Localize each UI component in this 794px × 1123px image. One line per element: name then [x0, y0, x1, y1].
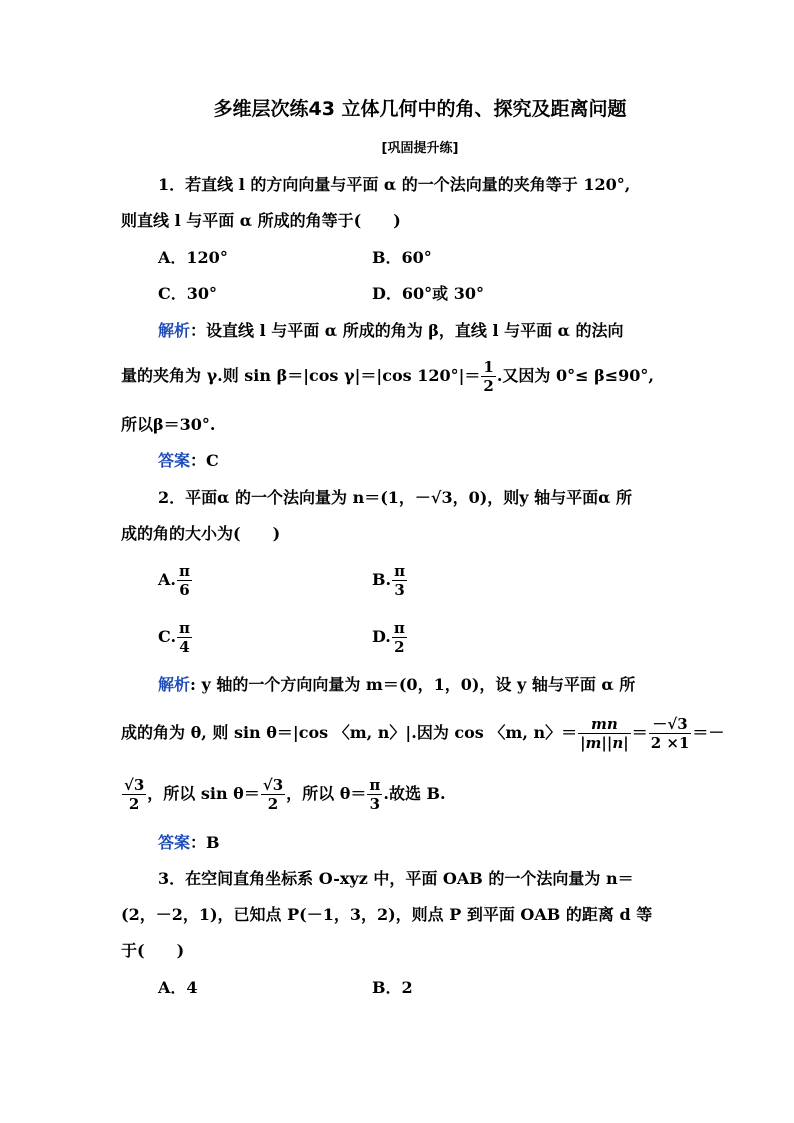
q2-analysis-line3	[121, 770, 446, 818]
option-letter: A.	[158, 570, 176, 589]
fraction-pi-third	[367, 776, 382, 813]
section-subtitle: [巩固提升练]	[381, 141, 459, 156]
option-fraction	[392, 619, 407, 656]
q2-option-a	[158, 560, 193, 600]
fraction-mn	[578, 715, 631, 752]
option-fraction	[177, 562, 192, 599]
q2-option-c	[158, 617, 193, 657]
fraction-denominator: 2	[128, 795, 140, 813]
page-title: 多维层次练43 立体几何中的角、探究及距离问题	[213, 98, 627, 120]
fraction-numerator: π	[393, 619, 405, 637]
analysis-text: ，所以 θ＝	[286, 784, 367, 803]
analysis-text: : y 轴的一个方向向量为 m＝(0，1，0)，设 y 轴与平面 α 所	[190, 675, 636, 694]
analysis-label: 解析	[158, 321, 191, 340]
analysis-text: .故选 B.	[383, 784, 446, 803]
q2-option-d	[372, 617, 408, 657]
option-letter: D.	[372, 627, 391, 646]
fraction-sqrt3-half	[122, 776, 146, 813]
fraction-denominator: 2 ×1	[650, 734, 690, 752]
q3-line1: 3．在空间直角坐标系 O-xyz 中，平面 OAB 的一个法向量为 n＝	[158, 869, 634, 888]
q1-option-c: C．30°	[158, 284, 218, 303]
q1-option-a: A．120°	[158, 248, 228, 267]
option-letter: B.	[372, 570, 392, 589]
fraction-denominator: 2	[483, 377, 494, 395]
analysis-text: 成的角为 θ, 则 sin θ＝|cos 〈m, n〉|.因为 cos 〈m, n〉＝	[121, 723, 578, 742]
fraction-numerator: －√3	[649, 715, 692, 734]
option-fraction	[177, 619, 192, 656]
answer-label: 答案	[158, 833, 191, 852]
q2-line1: 2．平面α 的一个法向量为 n＝(1，－√3，0)，则y 轴与平面α 所	[158, 488, 633, 507]
analysis-text: ＝－	[692, 723, 725, 742]
answer-value: ：C	[190, 451, 219, 470]
analysis-text: ：设直线 l 与平面 α 所成的角为 β，直线 l 与平面 α 的法向	[190, 321, 624, 340]
q1-option-d: D．60°或 30°	[372, 284, 484, 303]
analysis-text: .又因为 0°≤ β≤90°,	[496, 366, 654, 385]
q2-answer	[158, 832, 220, 854]
q2-option-b	[372, 560, 408, 600]
answer-value: ：B	[190, 833, 220, 852]
fraction-sqrt3-half	[261, 776, 285, 813]
fraction-denominator: |m||n|	[580, 734, 629, 752]
fraction-numerator: π	[394, 562, 406, 580]
fraction-denominator: 2	[267, 795, 279, 813]
equals-sign: ＝	[631, 723, 648, 742]
fraction-denominator: 6	[179, 581, 190, 599]
fraction-numerator: √3	[124, 776, 145, 794]
option-letter: C.	[158, 627, 177, 646]
fraction-denominator: 3	[369, 795, 381, 813]
q2-analysis-line1	[158, 674, 635, 696]
answer-label: 答案	[158, 451, 191, 470]
fraction-numerator: π	[179, 619, 191, 637]
q3-line3: 于( )	[121, 941, 185, 960]
q2-line2: 成的角的大小为( )	[121, 524, 281, 543]
fraction-half	[481, 358, 495, 395]
q1-analysis-line2	[121, 356, 654, 396]
q1-option-b: B．60°	[372, 248, 432, 267]
fraction-numerator: 1	[483, 358, 494, 376]
fraction-denominator: 4	[179, 638, 190, 656]
q2-analysis-line2	[121, 708, 724, 758]
fraction-denominator: 3	[394, 581, 405, 599]
fraction-denominator: 2	[394, 638, 405, 656]
q1-analysis-line1	[158, 320, 624, 342]
q3-line2: (2，－2，1)，已知点 P(－1，3，2)，则点 P 到平面 OAB 的距离 d 等	[121, 905, 653, 924]
fraction-numerator: π	[369, 776, 381, 794]
fraction-numerator: √3	[262, 776, 284, 794]
option-fraction	[392, 562, 407, 599]
q1-answer	[158, 450, 219, 472]
analysis-text: ，所以 sin θ＝	[147, 784, 260, 803]
q3-option-a: A．4	[158, 978, 198, 997]
fraction-sqrt3-over-2	[649, 715, 692, 752]
analysis-label: 解析	[158, 675, 191, 694]
fraction-numerator: π	[178, 562, 190, 580]
q1-line2: 则直线 l 与平面 α 所成的角等于( )	[121, 211, 401, 230]
analysis-text: 量的夹角为 γ.则 sin β＝|cos γ|＝|cos 120°|＝	[121, 366, 481, 385]
q1-line1: 1．若直线 l 的方向向量与平面 α 的一个法向量的夹角等于 120°,	[158, 175, 631, 194]
fraction-numerator: mn	[578, 715, 631, 734]
q1-analysis-line3: 所以β＝30°.	[121, 415, 216, 434]
q3-option-b: B．2	[372, 978, 413, 997]
